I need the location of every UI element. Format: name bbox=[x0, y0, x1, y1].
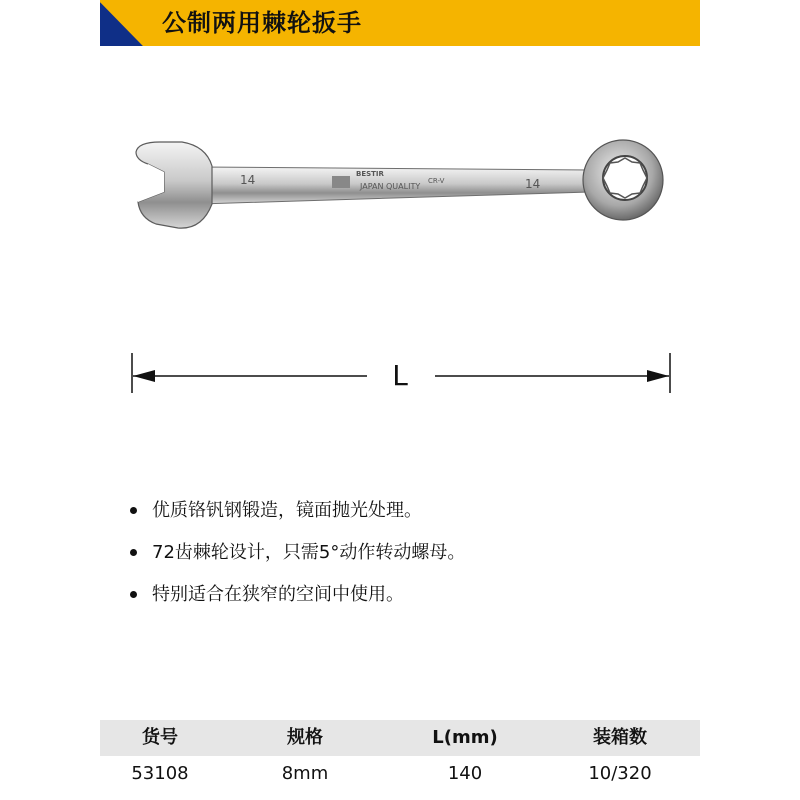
feature-item: 72齿棘轮设计，只需5°动作转动螺母。 bbox=[128, 538, 465, 580]
cell-pack-qty: 10/320 bbox=[588, 763, 652, 784]
header-length: L(mm) bbox=[432, 727, 498, 748]
header-flag-icon bbox=[100, 0, 145, 46]
size-mark-right: 14 bbox=[525, 177, 541, 191]
header-bar bbox=[100, 0, 700, 46]
cell-length: 140 bbox=[447, 763, 483, 784]
cell-item-no: 53108 bbox=[131, 763, 189, 784]
header-pack-qty: 装箱数 bbox=[593, 727, 647, 748]
feature-item: 优质铬钒钢锻造，镜面抛光处理。 bbox=[128, 496, 465, 538]
length-label: L bbox=[392, 359, 408, 392]
feature-item: 特别适合在狭窄的空间中使用。 bbox=[128, 580, 465, 622]
page-title: 公制两用棘轮扳手 bbox=[162, 9, 362, 37]
header-spec: 规格 bbox=[287, 727, 323, 748]
spec-table bbox=[100, 720, 700, 792]
brand-logo-icon bbox=[332, 176, 350, 188]
size-mark-left: 14 bbox=[240, 173, 256, 187]
feature-list bbox=[128, 496, 465, 622]
brand-mark: BESTIR bbox=[356, 170, 384, 178]
material-mark: CR-V bbox=[428, 177, 445, 185]
quality-mark: JAPAN QUALITY bbox=[360, 182, 421, 191]
spec-table-header bbox=[100, 720, 700, 756]
cell-spec: 8mm bbox=[281, 763, 329, 784]
wrench-image bbox=[120, 120, 680, 240]
bullet-icon bbox=[130, 549, 137, 556]
header-item-no: 货号 bbox=[142, 727, 178, 748]
table-row bbox=[100, 756, 700, 792]
bullet-icon bbox=[130, 507, 137, 514]
bullet-icon bbox=[130, 591, 137, 598]
